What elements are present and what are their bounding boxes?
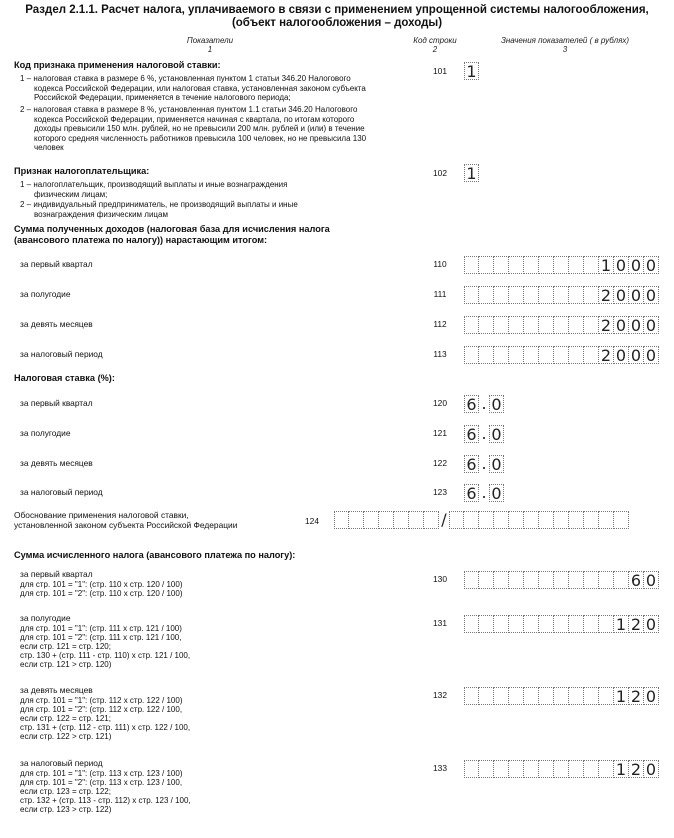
digit-cell: [494, 316, 509, 334]
payer-sign-option-1: [20, 180, 287, 199]
tax-row-label: [20, 686, 190, 741]
tax-row-formula-line: если стр. 122 > стр. 121): [20, 731, 112, 741]
tax-value-field[interactable]: [464, 760, 659, 778]
digit-cell: [599, 687, 614, 705]
rate-justification-field[interactable]: [334, 511, 629, 529]
digit-cell: [509, 615, 524, 633]
digit-cell: [464, 256, 479, 274]
digit-cell: [584, 256, 599, 274]
rate-justification-line: установленной законом субъекта Российской Федерации: [14, 519, 238, 530]
digit-cell: [509, 687, 524, 705]
col3-label: Значения показателей ( в рублях): [500, 36, 630, 45]
income-value-field[interactable]: [464, 286, 659, 304]
tax-value-field[interactable]: [464, 615, 659, 633]
income-value-field[interactable]: [464, 316, 659, 334]
row-code-130: 130: [433, 574, 447, 584]
rate-fraction-cell: 0: [489, 484, 504, 502]
tax-row-formula-line: для стр. 101 = "2": (стр. 112 х стр. 122 / 100,: [20, 704, 183, 714]
row-code-124: 124: [305, 516, 319, 526]
digit-cell: [494, 571, 509, 589]
section-title-line2: (объект налогообложения – доходы): [231, 17, 443, 29]
digit-cell: [509, 571, 524, 589]
rate-sign-option-1: [20, 74, 366, 103]
digit-cell: [524, 286, 539, 304]
tax-row-formula-line: стр. 130 + (стр. 111 - стр. 110) х стр. 121 / 100,: [20, 650, 191, 660]
income-heading: [14, 224, 330, 246]
digit-cell: 0: [644, 615, 659, 633]
rate-sign-option-2-line: которого средняя численность работников превысила 100 человек, но не превысила 130: [34, 133, 367, 143]
digit-cell: [479, 687, 494, 705]
income-heading-line: (авансового платежа по налогу)) нарастающим итогом:: [14, 235, 268, 245]
payer-sign-option-2: [20, 200, 298, 219]
value-cell: 1: [464, 62, 479, 80]
rate-integer-cell: 6: [464, 484, 479, 502]
digit-cell: 0: [644, 256, 659, 274]
rate-sign-option-2: [20, 105, 366, 153]
digit-cell: 1: [614, 615, 629, 633]
rate-integer-cell: 6: [464, 395, 479, 413]
digit-cell: [524, 256, 539, 274]
digit-cell: 0: [629, 256, 644, 274]
rate-sign-option-2-line: доходы превысили 150 млн. рублей, но не превысили 200 млн. рублей и (или) в течение: [34, 124, 365, 134]
payer-sign-option-1-line: 1 – налогоплательщик, производящий выплаты и иные вознаграждения: [20, 180, 288, 189]
rate-integer-cell: 6: [464, 425, 479, 443]
digit-cell: [584, 571, 599, 589]
income-value-field[interactable]: [464, 346, 659, 364]
rate-integer-cell: 6: [464, 455, 479, 473]
digit-cell: [569, 571, 584, 589]
row-code-113: 113: [433, 349, 447, 359]
digit-cell: [554, 760, 569, 778]
row-code-123: 123: [433, 487, 447, 497]
income-row-label: за девять месяцев: [20, 319, 93, 329]
income-row-label: за полугодие: [20, 289, 71, 299]
digit-cell: 1: [614, 687, 629, 705]
digit-cell: 6: [629, 571, 644, 589]
digit-cell: [599, 571, 614, 589]
value-cell: 1: [464, 164, 479, 182]
digit-cell: [539, 256, 554, 274]
digit-cell: [524, 760, 539, 778]
col3-header: [480, 36, 650, 54]
digit-cell: [539, 760, 554, 778]
tax-row-period: за налоговый период: [20, 758, 103, 768]
digit-cell: [569, 615, 584, 633]
digit-cell: [584, 615, 599, 633]
digit-cell: 1: [614, 760, 629, 778]
rate-fraction-cell: 0: [489, 425, 504, 443]
section-title-line1: Раздел 2.1.1. Расчет налога, уплачиваемого в связи с применением упрощенной системы налогообложения,: [25, 4, 649, 16]
row-code-121: 121: [433, 428, 447, 438]
payer-sign-option-2-line: вознаграждения физическим лицам: [34, 209, 168, 219]
digit-cell: [509, 286, 524, 304]
digit-cell: [584, 286, 599, 304]
digit-cell: [464, 286, 479, 304]
digit-cell: [539, 316, 554, 334]
row-code-122: 122: [433, 458, 447, 468]
rate-sign-option-2-line: человек: [34, 143, 64, 153]
rate-sign-option-1-line: кодекса Российской Федерации, или налоговая ставка, установленная законом субъекта: [34, 83, 366, 93]
tax-value-field[interactable]: [464, 571, 659, 589]
tax-value-field[interactable]: [464, 687, 659, 705]
digit-cell: [479, 256, 494, 274]
digit-cell: [509, 316, 524, 334]
digit-cell: [554, 286, 569, 304]
tax-row-label: [20, 570, 183, 598]
digit-cell: 2: [629, 615, 644, 633]
tax-row-label: [20, 759, 191, 814]
rate-sign-option-2-line: кодекса Российской Федерации, применяется начиная с квартала, по итогам которого: [34, 114, 355, 124]
digit-cell: 2: [599, 286, 614, 304]
digit-cell: [494, 760, 509, 778]
income-row-label: за налоговый период: [20, 349, 103, 359]
digit-cell: 0: [614, 346, 629, 364]
digit-cell: [584, 760, 599, 778]
tax-row-period: за полугодие: [20, 613, 71, 623]
col2-label: Код строки: [413, 36, 457, 45]
digit-cell: [524, 615, 539, 633]
digit-cell: [584, 316, 599, 334]
rate-sign-option-1-line: 1 – налоговая ставка в размере 6 %, установленная пунктом 1 статьи 346.20 Налогового: [20, 74, 351, 83]
digit-cell: [464, 615, 479, 633]
digit-cell: 0: [644, 286, 659, 304]
payer-sign-value-field[interactable]: [464, 164, 479, 182]
digit-cell: [464, 316, 479, 334]
digit-cell: [479, 571, 494, 589]
digit-cell: 2: [599, 316, 614, 334]
tax-rate-value-field[interactable]: [464, 425, 504, 443]
tax-row-formula-line: для стр. 101 = "2": (стр. 110 х стр. 120 / 100): [20, 588, 183, 598]
digit-cell: 0: [629, 346, 644, 364]
digit-cell: 2: [629, 760, 644, 778]
digit-cell: [554, 256, 569, 274]
row-code-111: 111: [433, 289, 447, 299]
digit-cell: 0: [644, 346, 659, 364]
digit-cell: [569, 316, 584, 334]
digit-cell: [479, 316, 494, 334]
payer-sign-option-2-line: 2 – индивидуальный предприниматель, не производящий выплаты и иные: [20, 200, 298, 209]
digit-cell: 0: [629, 286, 644, 304]
tax-row-formula-line: если стр. 123 = стр. 122;: [20, 786, 111, 796]
digit-cell: [539, 286, 554, 304]
section-title: [0, 4, 674, 30]
rate-justification-line: Обоснование применения налоговой ставки,: [14, 510, 189, 520]
digit-cell: [554, 571, 569, 589]
digit-cell: [599, 760, 614, 778]
tax-row-formula-line: стр. 131 + (стр. 112 - стр. 111) х стр. 122 / 100,: [20, 722, 191, 732]
justification-separator: /: [441, 510, 447, 529]
tax-rate-row-label: за налоговый период: [20, 487, 103, 497]
tax-row-formula-line: для стр. 101 = "2": (стр. 111 х стр. 121 / 100,: [20, 632, 182, 642]
digit-cell: [524, 571, 539, 589]
rate-sign-option-2-line: 2 – налоговая ставка в размере 8 %, установленная пунктом 1.1 статьи 346.20 Налогового: [20, 105, 358, 114]
digit-cell: [479, 615, 494, 633]
digit-cell: [614, 571, 629, 589]
row-code-110: 110: [433, 259, 447, 269]
rate-decimal-point: .: [481, 394, 487, 413]
digit-cell: 2: [599, 346, 614, 364]
digit-cell: [554, 687, 569, 705]
tax-rate-row-label: за полугодие: [20, 428, 71, 438]
tax-row-formula-line: для стр. 101 = "1": (стр. 112 х стр. 122 / 100): [20, 695, 183, 705]
income-heading-line: Сумма полученных доходов (налоговая база для исчисления налога: [14, 224, 330, 234]
tax-row-formula-line: если стр. 123 > стр. 122): [20, 804, 112, 814]
col2-header: [410, 36, 460, 54]
digit-cell: [494, 346, 509, 364]
digit-cell: [539, 687, 554, 705]
row-code-131: 131: [433, 618, 447, 628]
digit-cell: [464, 760, 479, 778]
row-code-102: 102: [433, 168, 447, 178]
rate-decimal-point: .: [481, 454, 487, 473]
digit-cell: [554, 316, 569, 334]
digit-cell: 2: [629, 687, 644, 705]
tax-rate-row-label: за девять месяцев: [20, 458, 93, 468]
col3-number: 3: [562, 45, 568, 54]
tax-row-period: за первый квартал: [20, 569, 93, 579]
tax-row-formula-line: если стр. 121 > стр. 120): [20, 659, 112, 669]
digit-cell: [509, 760, 524, 778]
digit-cell: [554, 346, 569, 364]
income-row-label: за первый квартал: [20, 259, 93, 269]
digit-cell: [494, 687, 509, 705]
digit-cell: [524, 346, 539, 364]
digit-cell: 0: [614, 316, 629, 334]
digit-cell: [464, 571, 479, 589]
digit-cell: [569, 760, 584, 778]
digit-cell: [494, 256, 509, 274]
digit-cell: [494, 286, 509, 304]
digit-cell: 0: [614, 256, 629, 274]
digit-cell: 1: [599, 256, 614, 274]
row-code-112: 112: [433, 319, 447, 329]
tax-row-label: [20, 614, 190, 669]
tax-heading: Сумма исчисленного налога (авансового платежа по налогу):: [14, 550, 296, 560]
tax-row-formula-line: для стр. 101 = "2": (стр. 113 х стр. 123 / 100,: [20, 777, 183, 787]
digit-cell: [539, 615, 554, 633]
digit-cell: [569, 687, 584, 705]
digit-cell: [569, 286, 584, 304]
digit-cell: [494, 615, 509, 633]
rate-sign-value-field[interactable]: [464, 62, 479, 80]
digit-cell: 0: [644, 687, 659, 705]
tax-row-formula-line: для стр. 101 = "1": (стр. 110 х стр. 120 / 100): [20, 579, 183, 589]
rate-decimal-point: .: [481, 483, 487, 502]
digit-cell: [599, 615, 614, 633]
digit-cell: [479, 760, 494, 778]
digit-cell: 0: [644, 760, 659, 778]
digit-cell: [539, 571, 554, 589]
col1-label: Показатели: [186, 36, 234, 45]
digit-cell: [524, 687, 539, 705]
digit-cell: [539, 346, 554, 364]
digit-cell: [569, 256, 584, 274]
rate-sign-option-1-line: Российской Федерации, применяется в течение налогового периода;: [34, 93, 291, 103]
digit-cell: [584, 346, 599, 364]
digit-cell: [509, 346, 524, 364]
tax-rate-value-field[interactable]: [464, 455, 504, 473]
digit-cell: [569, 346, 584, 364]
digit-cell: [509, 256, 524, 274]
tax-rate-heading: Налоговая ставка (%):: [14, 373, 115, 383]
tax-row-formula-line: для стр. 101 = "1": (стр. 111 х стр. 121 / 100): [20, 623, 182, 633]
digit-cell: [584, 687, 599, 705]
row-code-133: 133: [433, 763, 447, 773]
tax-rate-row-label: за первый квартал: [20, 398, 93, 408]
digit-cell: [554, 615, 569, 633]
rate-justification-label: [14, 511, 237, 530]
col1-number: 1: [207, 45, 213, 54]
digit-cell: [464, 687, 479, 705]
rate-fraction-cell: 0: [489, 455, 504, 473]
tax-rate-value-field[interactable]: [464, 395, 504, 413]
payer-sign-heading: Признак налогоплательщика:: [14, 166, 150, 176]
digit-cell: 0: [614, 286, 629, 304]
tax-rate-value-field[interactable]: [464, 484, 504, 502]
rate-sign-heading: Код признака применения налоговой ставки:: [14, 60, 221, 70]
digit-cell: [464, 346, 479, 364]
digit-cell: 0: [629, 316, 644, 334]
rate-decimal-point: .: [481, 424, 487, 443]
digit-cell: 0: [644, 571, 659, 589]
tax-row-formula-line: если стр. 122 = стр. 121;: [20, 713, 111, 723]
digit-cell: [524, 316, 539, 334]
tax-row-formula-line: стр. 132 + (стр. 113 - стр. 112) х стр. 123 / 100,: [20, 795, 191, 805]
tax-row-formula-line: если стр. 121 = стр. 120;: [20, 641, 111, 651]
income-value-field[interactable]: [464, 256, 659, 274]
rate-fraction-cell: 0: [489, 395, 504, 413]
row-code-101: 101: [433, 66, 447, 76]
payer-sign-option-1-line: физическим лицам;: [34, 189, 108, 199]
tax-row-period: за девять месяцев: [20, 685, 93, 695]
row-code-120: 120: [433, 398, 447, 408]
row-code-132: 132: [433, 690, 447, 700]
tax-row-formula-line: для стр. 101 = "1": (стр. 113 х стр. 123 / 100): [20, 768, 183, 778]
col1-header: [110, 36, 310, 54]
digit-cell: [479, 346, 494, 364]
col2-number: 2: [432, 45, 438, 54]
digit-cell: 0: [644, 316, 659, 334]
digit-cell: [479, 286, 494, 304]
